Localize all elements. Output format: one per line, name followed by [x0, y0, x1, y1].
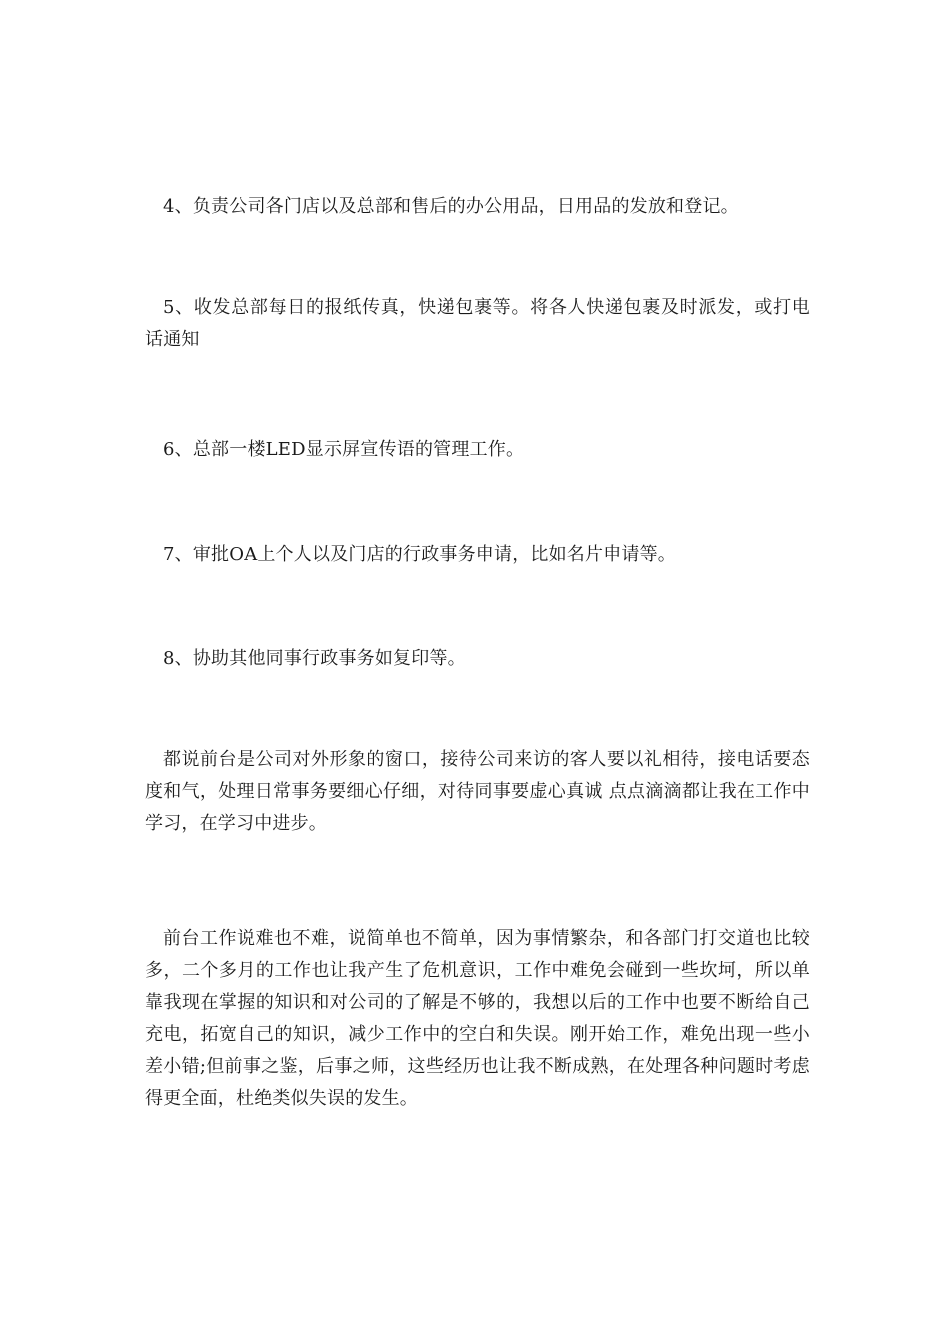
reflection-paragraph: 都说前台是公司对外形象的窗口，接待公司来访的客人要以礼相待，接电话要态度和气，处理日常事务要细心仔细，对待同事要虚心真诚 点点滴滴都让我在工作中学习，在学习中进步。: [145, 749, 810, 834]
duty-item-7: 7、审批OA上个人以及门店的行政事务申请，比如名片申请等。: [163, 544, 677, 565]
duty-item-5: 5、收发总部每日的报纸传真，快递包裹等。将各人快递包裹及时派发，或打电话通知: [145, 297, 810, 350]
duty-item-6: 6、总部一楼LED显示屏宣传语的管理工作。: [163, 439, 525, 460]
duty-item-4: 4、负责公司各门店以及总部和售后的办公用品，日用品的发放和登记。: [163, 196, 739, 217]
duty-item-8: 8、协助其他同事行政事务如复印等。: [163, 648, 466, 669]
summary-paragraph: 前台工作说难也不难，说简单也不简单，因为事情繁杂，和各部门打交道也比较多，二个多月的工作也让我产生了危机意识，工作中难免会碰到一些坎坷，所以单靠我现在掌握的知识和对公司的了解是不够的，我想以后的工作中也要不断给自己充电，拓宽自己的知识，减少工作中的空白和失误。刚开始工作，难免出现一些小差小错;但前事之鉴，后事之师，这些经历也让我不断成熟，在处理各种问题时考虑得更全面，杜绝类似失误的发生。: [145, 928, 810, 1109]
